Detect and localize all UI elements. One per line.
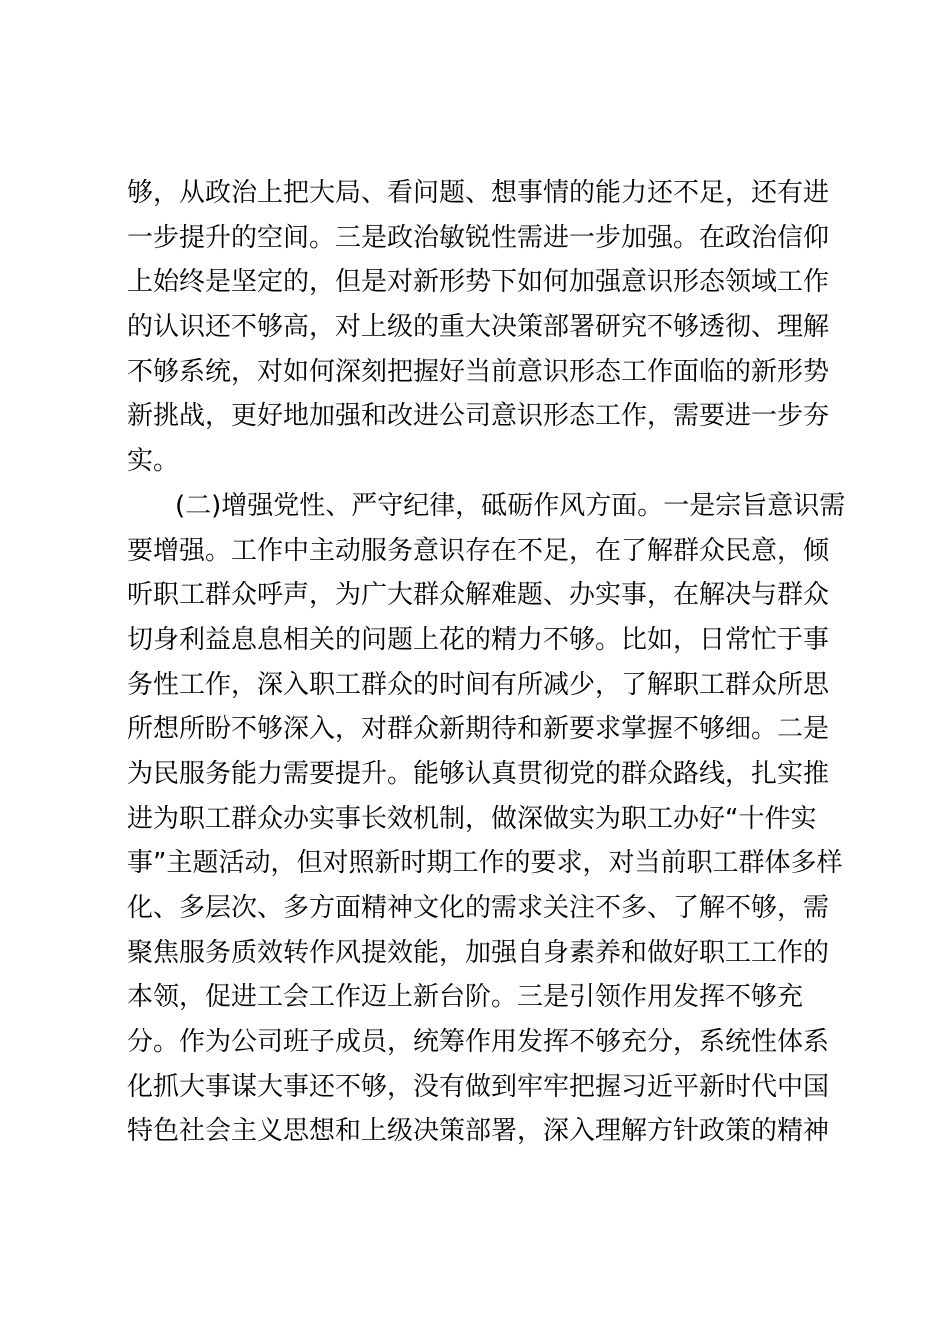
text-line: 上始终是坚定的，但是对新形势下如何加强意识形态领域工作 (127, 267, 830, 298)
text-line: 听职工群众呼声，为广大群众解难题、办实事，在解决与群众 (127, 580, 830, 611)
text-line: 切身利益息息相关的问题上花的精力不够。比如，日常忙于事 (127, 624, 830, 655)
text-line: 要增强。工作中主动服务意识存在不足，在了解群众民意，倾 (127, 535, 830, 566)
text-line: 一步提升的空间。三是政治敏锐性需进一步加强。在政治信仰 (127, 222, 830, 253)
text-line: 聚焦服务质效转作风提效能，加强自身素养和做好职工工作的 (127, 937, 830, 968)
text-line: 新挑战，更好地加强和改进公司意识形态工作，需要进一步夯 (127, 401, 830, 432)
text-line: 不够系统，对如何深刻把握好当前意识形态工作面临的新形势 (127, 356, 830, 387)
text-line: 本领，促进工会工作迈上新台阶。三是引领作用发挥不够充 (127, 982, 804, 1013)
text-line: 化抓大事谋大事还不够，没有做到牢牢把握习近平新时代中国 (127, 1071, 830, 1102)
text-line: 务性工作，深入职工群众的时间有所减少，了解职工群众所思 (127, 669, 830, 700)
text-line: 的认识还不够高，对上级的重大决策部署研究不够透彻、理解 (127, 312, 830, 343)
text-line: 够，从政治上把大局、看问题、想事情的能力还不足，还有进 (127, 178, 830, 208)
text-line: 进为职工群众办实事长效机制，做深做实为职工办好“十件实 (127, 803, 817, 834)
body-text (127, 171, 847, 1154)
text-line: 化、多层次、多方面精神文化的需求关注不多、了解不够，需 (127, 893, 830, 923)
text-line: 实。 (127, 446, 180, 477)
section-heading-line: (二)增强党性、严守纪律，砥砺作风方面。一是宗旨意识需 (175, 490, 846, 521)
text-line: 事”主题活动，但对照新时期工作的要求，对当前职工群体多样 (127, 848, 843, 879)
text-line: 特色社会主义思想和上级决策部署，深入理解方针政策的精神 (127, 1116, 830, 1147)
text-line: 所想所盼不够深入，对群众新期待和新要求掌握不够细。二是 (127, 714, 830, 745)
text-line: 分。作为公司班子成员，统筹作用发挥不够充分，系统性体系 (127, 1027, 830, 1058)
text-line: 为民服务能力需要提升。能够认真贯彻党的群众路线，扎实推 (127, 758, 830, 789)
